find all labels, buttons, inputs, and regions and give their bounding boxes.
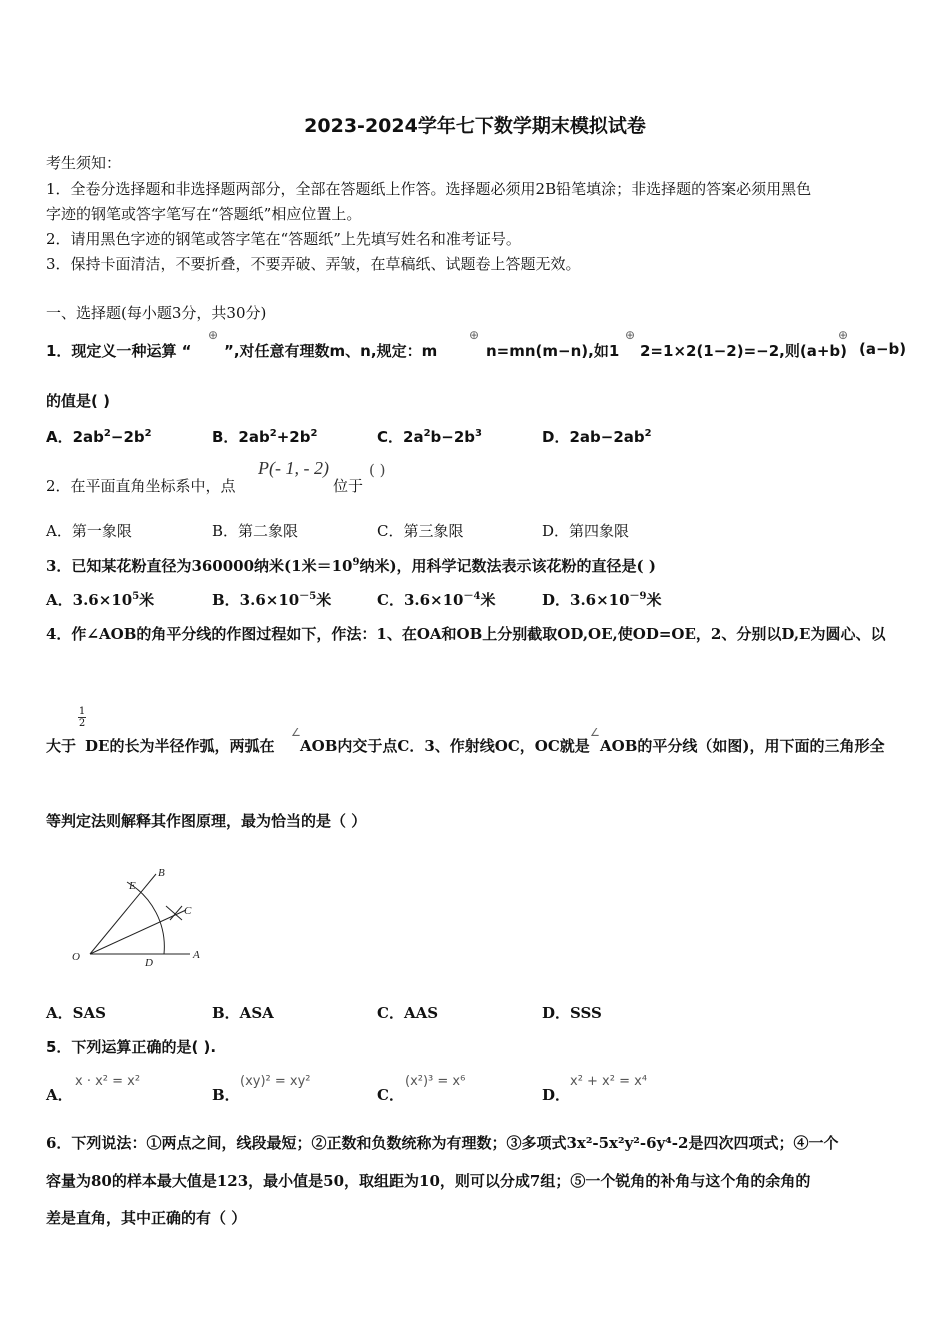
page-title: 2023-2024学年七下数学期末模拟试卷 (304, 115, 646, 137)
q5-option-d-label: D． (542, 1086, 571, 1104)
q4-angle-2: ∠ (590, 726, 600, 739)
arc-de (127, 882, 164, 954)
q4-option-d: D．SSS (542, 1004, 602, 1022)
q2-option-b: B．第二象限 (212, 522, 299, 540)
q1-part-5: (a−b) (859, 340, 907, 358)
notice-heading: 考生须知： (46, 154, 122, 172)
q5-option-c-expr: (x²)³ = x⁶ (405, 1074, 466, 1089)
q2-point: P(- 1, - 2) (258, 458, 329, 478)
q1-part-4: 2=1×2(1−2)=−2,则(a+b) (640, 342, 848, 360)
q1-part-2: ”,对任意有理数m、n,规定：m (224, 342, 438, 360)
q6-line-2: 容量为80的样本最大值是123，最小值是50，取组距为10，则可以分成7组；⑤一个锐角的补角与这个角的余角的 (46, 1172, 811, 1190)
q3-option-c: C．$3.6\times 10^{-4}$米 (377, 591, 496, 609)
q1-op-2: ⊕ (469, 328, 480, 342)
notice-item-1: 1．全卷分选择题和非选择题两部分，全部在答题纸上作答。选择题必须用2B铅笔填涂；非选择题的答案必须用黑色 (46, 180, 812, 198)
label-d: D (145, 957, 153, 968)
q1-option-c: C．$2a^2b-2b^3$ (377, 428, 482, 446)
q2-option-d: D．第四象限 (542, 522, 630, 540)
q3-option-b: B．$3.6\times 10^{-5}$米 (212, 591, 332, 609)
q6-line-3: 差是直角，其中正确的有（ ） (46, 1209, 247, 1227)
q4-line-2a: 大于 (46, 737, 77, 755)
q3-option-a: A．$3.6\times 10^5$米 (46, 591, 155, 609)
q5-option-a-expr: x · x² = x² (75, 1074, 141, 1089)
angle-bisector-figure (66, 862, 212, 968)
q1-option-a: A．$2ab^2-2b^2$ (46, 428, 152, 446)
label-o: O (72, 951, 80, 963)
label-e: E (129, 880, 136, 892)
q6-line-1: 6．下列说法：①两点之间，线段最短；②正数和负数统称为有理数；③多项式3x²-5x²y²-6y⁴-2是四次四项式；④一个 (46, 1134, 839, 1152)
q4-line-1: 4．作∠AOB的角平分线的作图过程如下，作法：1、在OA和OB上分别截取OD,OE,使OD=OE，2、分别以D,E为圆心、以 (46, 625, 886, 643)
label-b: B (158, 867, 165, 879)
q1-line-2: 的值是( ) (46, 392, 110, 410)
q4-angle-1: ∠ (291, 726, 301, 739)
q5-option-b-expr: (xy)² = xy² (240, 1074, 311, 1089)
q5-option-d-expr: x² + x² = x⁴ (570, 1074, 648, 1089)
q3-option-d: D．$3.6\times 10^{-9}$米 (542, 591, 662, 609)
q5-option-c-label: C． (377, 1086, 404, 1104)
q4-fraction: 1 2 (78, 706, 86, 729)
q3-text: 3．已知某花粉直径为360000纳米(1米$=10^9$纳米)，用科学记数法表示该花粉的直径是( ) (46, 557, 656, 575)
label-a: A (193, 949, 200, 961)
q1-option-b: B．$2ab^2+2b^2$ (212, 428, 318, 446)
q4-option-a: A．SAS (46, 1004, 106, 1022)
notice-item-1-cont: 字迹的钢笔或答字笔写在“答题纸”相应位置上。 (46, 205, 362, 223)
q1-option-d: D．$2ab-2ab^2$ (542, 428, 652, 446)
q2-paren: ( ) (369, 461, 386, 479)
q2-option-a: A．第一象限 (46, 522, 132, 540)
q4-line-2c: AOB内交于点C．3、作射线OC，OC就是 (300, 737, 590, 755)
q5-option-a-label: A． (46, 1086, 73, 1104)
ray-oc (90, 910, 186, 954)
q4-line-3: 等判定法则解释其作图原理，最为恰当的是（ ） (46, 812, 367, 830)
q2-text: 2．在平面直角坐标系中，点 (46, 477, 236, 495)
q4-option-b: B．ASA (212, 1004, 274, 1022)
section-heading: 一、选择题(每小题3分，共30分) (46, 304, 267, 322)
q1-part-3: n=mn(m−n),如1 (486, 342, 620, 360)
q1-op-3: ⊕ (625, 328, 636, 342)
label-c: C (184, 905, 192, 917)
q4-line-2b: DE的长为半径作弧，两弧在 (85, 737, 275, 755)
q2-option-c: C．第三象限 (377, 522, 464, 540)
q1-op-4: ⊕ (838, 328, 849, 342)
q5-text: 5．下列运算正确的是( ). (46, 1038, 217, 1056)
q4-option-c: C．AAS (377, 1004, 439, 1022)
q1-op-1: ⊕ (208, 328, 219, 342)
q5-option-b-label: B． (212, 1086, 240, 1104)
notice-item-3: 3．保持卡面清洁，不要折叠，不要弄破、弄皱，在草稿纸、试题卷上答题无效。 (46, 255, 581, 273)
q4-line-2d: AOB的平分线（如图)，用下面的三角形全 (600, 737, 885, 755)
q2-after: 位于 (333, 477, 364, 495)
q1-part-1: 1．现定义一种运算 “ (46, 342, 192, 360)
ray-ob (90, 874, 156, 954)
notice-item-2: 2．请用黑色字迹的钢笔或答字笔在“答题纸”上先填写姓名和准考证号。 (46, 230, 521, 248)
